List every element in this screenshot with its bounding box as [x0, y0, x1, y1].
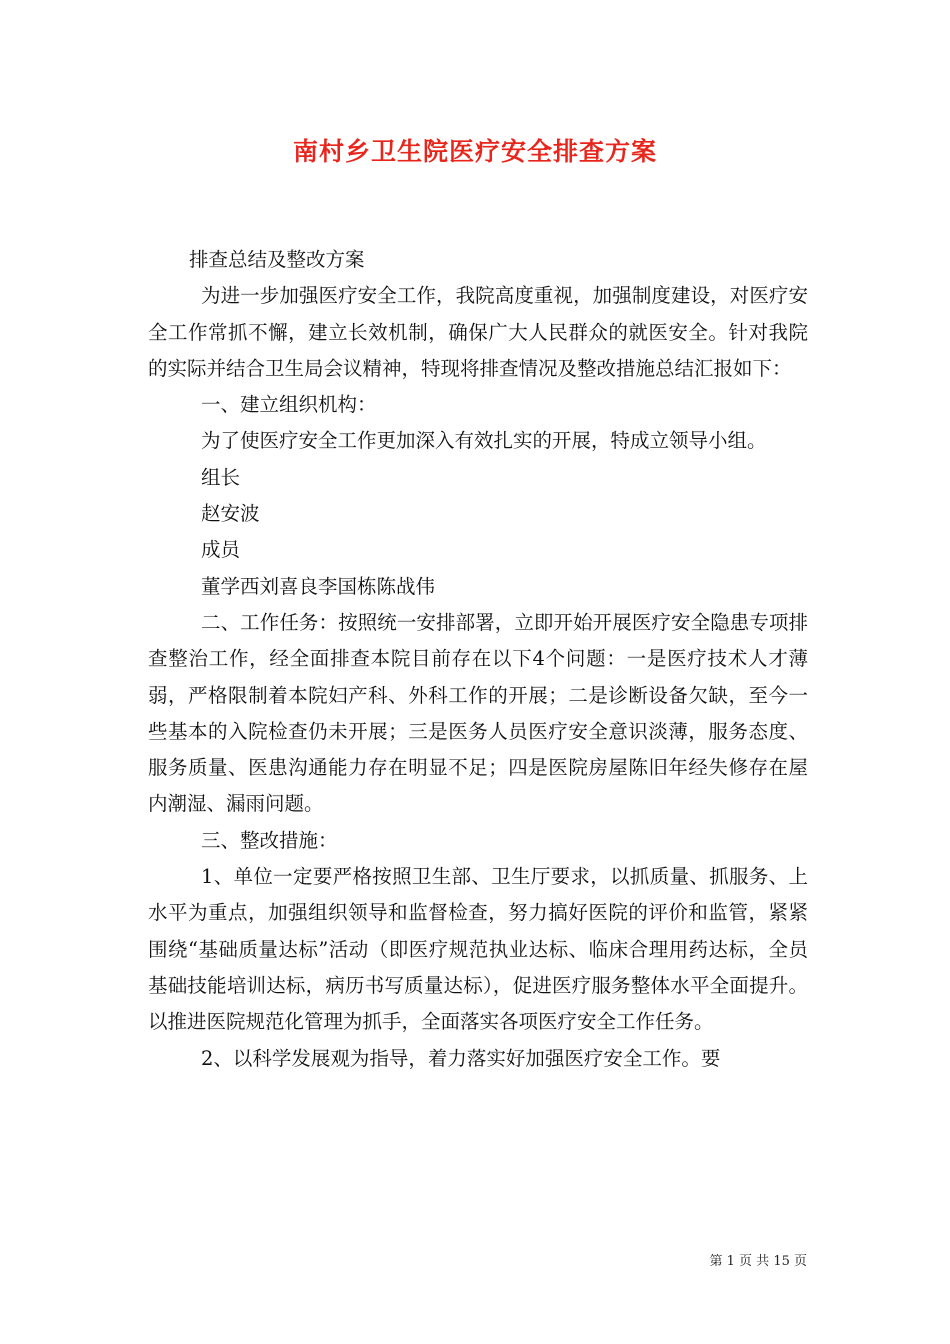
leader-label: 组长: [201, 465, 241, 489]
subtitle-paragraph: 排查总结及整改方案: [189, 248, 365, 271]
page-footer: 第 1 页 共 15 页: [709, 1254, 807, 1269]
section2-paragraph: 二、工作任务：按照统一安排部署，立即开始开展医疗安全隐患专项排查整治工作，经全面排查本院目前存在以下4个问题：一是医疗技术人才薄弱，严格限制着本院妇产科、外科工作的开展；二是诊断设备欠缺，至今一些基本的入院检查仍未开展；三是医务人员医疗安全意识淡薄，服务态度、服务质量、医患沟通能力存在明显不足；四是医院房屋陈旧年经失修存在屋内潮湿、漏雨问题。: [148, 610, 808, 816]
document-title: 南村乡卫生院医疗安全排查方案: [292, 137, 657, 166]
members-names: 董学西刘喜良李国栋陈战伟: [201, 574, 436, 598]
intro-paragraph: 为进一步加强医疗安全工作，我院高度重视，加强制度建设，对医疗安全工作常抓不懈，建立长效机制，确保广大人民群众的就医安全。针对我院的实际并结合卫生局会议精神，特现将排查情况及整改措施总结汇报如下：: [148, 284, 808, 380]
members-label: 成员: [201, 538, 241, 562]
measure2-paragraph: 2、以科学发展观为指导，着力落实好加强医疗安全工作。要: [201, 1046, 721, 1070]
section3-heading: 三、整改措施：: [201, 828, 338, 852]
document-body: [148, 242, 808, 1077]
leader-name: 赵安波: [201, 502, 260, 526]
section1-paragraph: 为了使医疗安全工作更加深入有效扎实的开展，特成立领导小组。: [201, 429, 767, 453]
measure1-paragraph: 1、单位一定要严格按照卫生部、卫生厅要求，以抓质量、抓服务、上水平为重点，加强组织领导和监督检查，努力搞好医院的评价和监管，紧紧围绕“基础质量达标”活动（即医疗规范执业达标、临床合理用药达标，全员基础技能培训达标，病历书写质量达标），促进医疗服务整体水平全面提升。以推进医院规范化管理为抓手，全面落实各项医疗安全工作任务。: [148, 865, 808, 1034]
section1-heading: 一、建立组织机构：: [201, 393, 377, 417]
